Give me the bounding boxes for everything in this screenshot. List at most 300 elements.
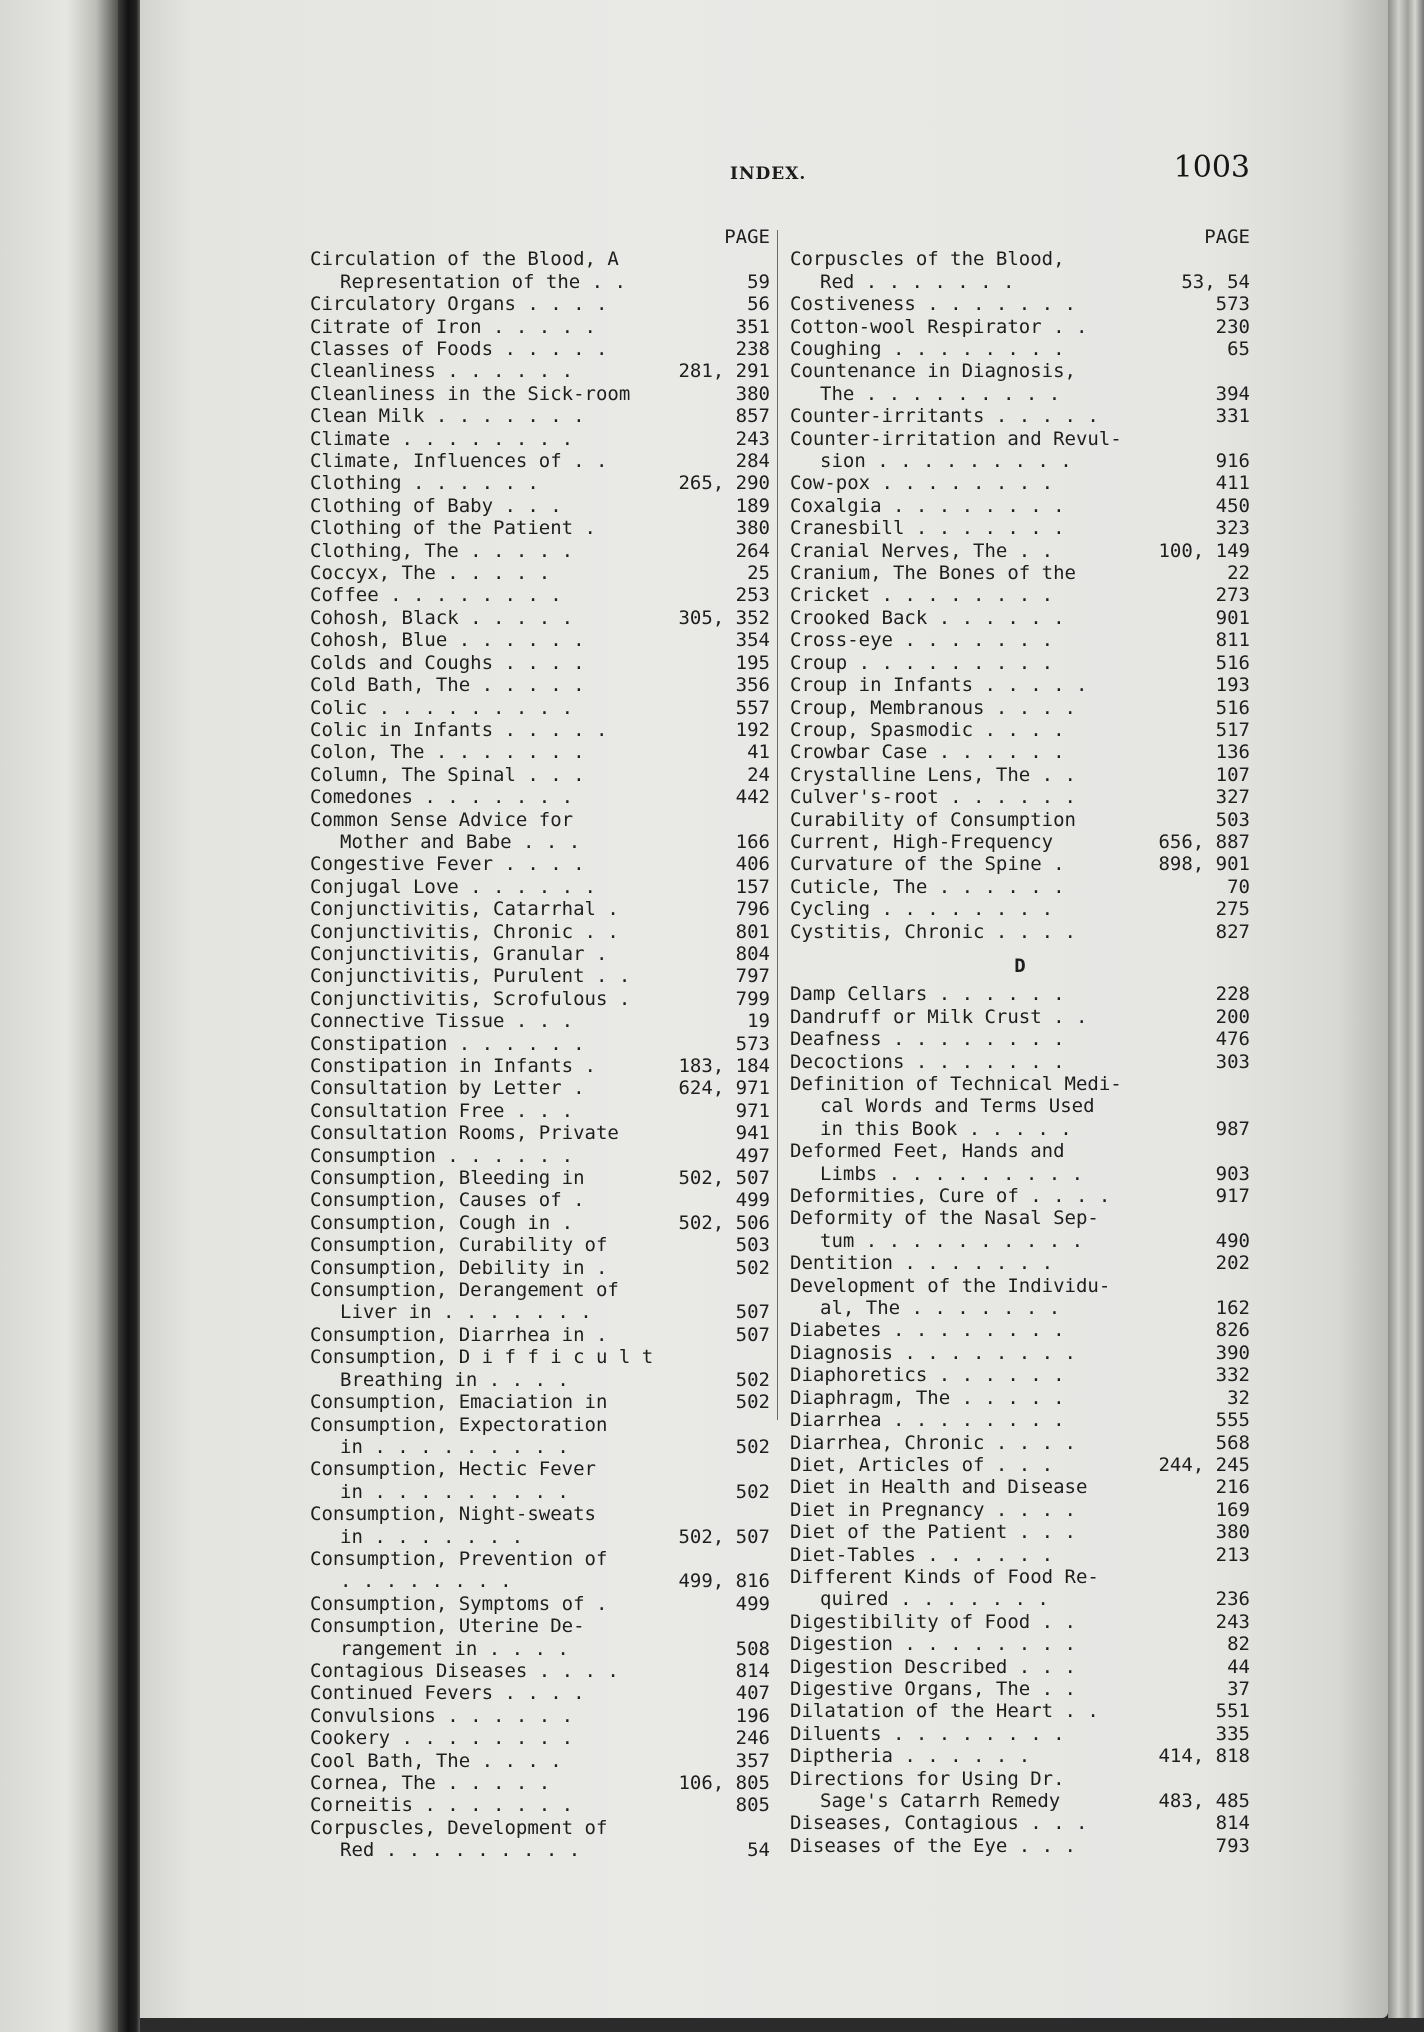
index-term: Consumption, Causes of . <box>310 1189 585 1212</box>
index-entry <box>790 764 1250 786</box>
index-term: Cornea, The . . . . . <box>310 1772 551 1795</box>
index-term: Climate . . . . . . . . <box>310 427 574 450</box>
index-entry <box>310 472 770 494</box>
index-page-ref: 281, 291 <box>678 360 770 383</box>
index-term: Cleanliness in the Sick-room <box>310 382 631 405</box>
index-term: Different Kinds of Food Re- <box>790 1565 1099 1588</box>
index-term: Consumption, Cough in . <box>310 1211 574 1234</box>
index-term: Coccyx, The . . . . . <box>310 562 551 585</box>
index-entry <box>790 248 1250 270</box>
index-entry <box>310 1794 770 1816</box>
index-page-ref: 476 <box>1215 1028 1250 1051</box>
index-page-ref: 357 <box>735 1749 770 1772</box>
index-entry <box>790 1095 1250 1117</box>
index-page-ref: 41 <box>747 741 770 764</box>
index-page-ref: 202 <box>1215 1252 1250 1275</box>
index-entry <box>310 1458 770 1480</box>
index-term: Consumption, Expectoration <box>310 1413 608 1436</box>
index-entry <box>310 1481 770 1503</box>
index-page-ref: 59 <box>747 270 770 293</box>
index-entry <box>790 1185 1250 1207</box>
index-entry <box>790 1633 1250 1655</box>
index-term: Coxalgia . . . . . . . . <box>790 494 1065 517</box>
index-entry <box>790 831 1250 853</box>
index-term: Decoctions . . . . . . . <box>790 1050 1065 1073</box>
index-page-ref: 136 <box>1215 741 1250 764</box>
index-term: Diarrhea, Chronic . . . . <box>790 1431 1076 1454</box>
index-page-ref: 557 <box>735 696 770 719</box>
index-term: Convulsions . . . . . . <box>310 1704 574 1727</box>
index-page-ref: 483, 485 <box>1158 1790 1250 1813</box>
page-column-label: PAGE <box>724 226 770 248</box>
index-page-ref: 380 <box>1215 1521 1250 1544</box>
index-term: Clothing of Baby . . . <box>310 494 562 517</box>
index-page-ref: 166 <box>735 830 770 853</box>
index-entry <box>790 1588 1250 1610</box>
index-term: Diet in Pregnancy . . . . <box>790 1498 1076 1521</box>
index-column-right <box>790 226 1250 1857</box>
index-page-ref: 516 <box>1215 651 1250 674</box>
index-term: al, The . . . . . . . <box>820 1297 1061 1320</box>
index-page-ref: 351 <box>735 315 770 338</box>
index-term: Diptheria . . . . . . <box>790 1745 1031 1768</box>
index-term: Cold Bath, The . . . . . <box>310 674 585 697</box>
index-entry <box>310 1817 770 1839</box>
index-entry <box>790 1835 1250 1857</box>
index-term: Digestibility of Food . . <box>790 1610 1076 1633</box>
index-page-ref: 624, 971 <box>678 1077 770 1100</box>
index-page-ref: 189 <box>735 494 770 517</box>
index-column-left <box>310 226 770 1862</box>
index-page-ref: 568 <box>1215 1431 1250 1454</box>
index-page-ref: 814 <box>735 1659 770 1682</box>
index-page-ref: 54 <box>747 1839 770 1862</box>
index-page-ref: 517 <box>1215 718 1250 741</box>
index-term: Limbs . . . . . . . . . <box>820 1162 1084 1185</box>
index-page-ref: 573 <box>1215 293 1250 316</box>
index-term: Crowbar Case . . . . . . <box>790 741 1065 764</box>
index-entry <box>790 1611 1250 1633</box>
index-entry <box>310 1324 770 1346</box>
index-term: tum . . . . . . . . . . <box>820 1229 1084 1252</box>
index-term: Cranial Nerves, The . . <box>790 539 1054 562</box>
page-stack-edge <box>1388 0 1424 2032</box>
index-term: . . . . . . . . <box>340 1570 512 1593</box>
index-term: Colds and Coughs . . . . <box>310 651 585 674</box>
index-term: Croup, Membranous . . . . <box>790 696 1076 719</box>
index-entry <box>310 719 770 741</box>
index-entry <box>310 428 770 450</box>
column-divider <box>777 230 778 1420</box>
index-entry <box>310 1548 770 1570</box>
index-term: Digestive Organs, The . . <box>790 1677 1076 1700</box>
index-entry-list <box>790 983 1250 1857</box>
page-number: 1003 <box>1173 150 1250 185</box>
index-term: Curvature of the Spine . <box>790 853 1065 876</box>
index-term: Cookery . . . . . . . . <box>310 1727 574 1750</box>
section-letter: D <box>1014 954 1026 977</box>
index-entry <box>310 988 770 1010</box>
index-entry <box>310 1436 770 1458</box>
index-page-ref: 502 <box>735 1368 770 1391</box>
index-page-ref: 100, 149 <box>1158 539 1250 562</box>
index-entry <box>790 1812 1250 1834</box>
index-entry <box>790 1140 1250 1162</box>
index-entry <box>790 983 1250 1005</box>
index-page-ref: 56 <box>747 293 770 316</box>
index-term: Diet-Tables . . . . . . <box>790 1543 1054 1566</box>
index-entry <box>310 293 770 315</box>
index-term: Cool Bath, The . . . . <box>310 1749 562 1772</box>
index-entry <box>790 1768 1250 1790</box>
index-entry <box>790 1073 1250 1095</box>
index-page-ref: 32 <box>1227 1386 1250 1409</box>
index-entry <box>790 517 1250 539</box>
index-entry <box>790 1432 1250 1454</box>
index-term: Costiveness . . . . . . . <box>790 293 1076 316</box>
index-term: Diet, Articles of . . . <box>790 1453 1054 1476</box>
index-page-ref: 490 <box>1215 1229 1250 1252</box>
index-entry <box>310 1369 770 1391</box>
index-term: Deformity of the Nasal Sep- <box>790 1207 1099 1230</box>
index-page-ref: 380 <box>735 382 770 405</box>
index-page-ref: 555 <box>1215 1409 1250 1432</box>
index-page-ref: 414, 818 <box>1158 1745 1250 1768</box>
index-entry <box>790 271 1250 293</box>
index-term: Liver in . . . . . . . <box>340 1301 592 1324</box>
index-page-ref: 987 <box>1215 1117 1250 1140</box>
index-term: Constipation in Infants . <box>310 1055 596 1078</box>
index-entry <box>310 316 770 338</box>
index-entry <box>790 584 1250 606</box>
index-term: Red . . . . . . . <box>820 270 1015 293</box>
index-entry <box>310 831 770 853</box>
index-entry <box>790 741 1250 763</box>
index-term: Cotton-wool Respirator . . <box>790 315 1088 338</box>
index-entry <box>790 809 1250 831</box>
index-page-ref: 246 <box>735 1727 770 1750</box>
index-term: Conjunctivitis, Scrofulous . <box>310 987 631 1010</box>
index-entry <box>310 1257 770 1279</box>
index-term: Consumption, D i f f i c u l t <box>310 1346 654 1369</box>
index-term: Diabetes . . . . . . . . <box>790 1319 1065 1342</box>
index-entry <box>790 1118 1250 1140</box>
index-page-ref: 901 <box>1215 606 1250 629</box>
index-page-ref: 264 <box>735 539 770 562</box>
index-term: Connective Tissue . . . <box>310 1010 574 1033</box>
index-page-ref: 394 <box>1215 382 1250 405</box>
index-term: Countenance in Diagnosis, <box>790 360 1076 383</box>
index-term: Cohosh, Blue . . . . . . <box>310 629 585 652</box>
index-term: Cycling . . . . . . . . <box>790 898 1054 921</box>
index-page-ref: 811 <box>1215 629 1250 652</box>
index-page-ref: 442 <box>735 786 770 809</box>
index-entry <box>310 584 770 606</box>
index-term: Colic . . . . . . . . . <box>310 696 574 719</box>
index-entry <box>310 1503 770 1525</box>
index-page-ref: 805 <box>735 1794 770 1817</box>
index-term: Citrate of Iron . . . . . <box>310 315 596 338</box>
index-page-ref: 407 <box>735 1682 770 1705</box>
index-term: Consumption . . . . . . <box>310 1144 574 1167</box>
index-page-ref: 195 <box>735 651 770 674</box>
index-term: Colic in Infants . . . . . <box>310 718 608 741</box>
index-term: Cohosh, Black . . . . . <box>310 606 574 629</box>
index-page-ref: 551 <box>1215 1700 1250 1723</box>
index-term: Cuticle, The . . . . . . <box>790 875 1065 898</box>
index-entry <box>790 1656 1250 1678</box>
index-term: Breathing in . . . . <box>340 1368 569 1391</box>
index-entry <box>310 1055 770 1077</box>
index-page-ref: 502, 507 <box>678 1525 770 1548</box>
index-page-ref: 941 <box>735 1122 770 1145</box>
index-page-ref: 265, 290 <box>678 472 770 495</box>
index-term: Diaphoretics . . . . . . <box>790 1364 1065 1387</box>
index-term: Definition of Technical Medi- <box>790 1073 1122 1096</box>
index-entry <box>790 428 1250 450</box>
index-term: Croup, Spasmodic . . . . <box>790 718 1065 741</box>
index-term: Cranesbill . . . . . . . <box>790 517 1065 540</box>
index-term: Conjunctivitis, Catarrhal . <box>310 898 619 921</box>
index-entry <box>310 1212 770 1234</box>
index-page-ref: 228 <box>1215 983 1250 1006</box>
index-page-ref: 898, 901 <box>1158 853 1250 876</box>
index-term: Culver's-root . . . . . . <box>790 786 1076 809</box>
index-term: Consumption, Uterine De- <box>310 1615 585 1638</box>
index-heading: INDEX. <box>730 164 807 184</box>
index-term: Counter-irritants . . . . . <box>790 405 1099 428</box>
index-entry <box>310 1301 770 1323</box>
index-term: Diaphragm, The . . . . . <box>790 1386 1065 1409</box>
index-term: Crooked Back . . . . . . <box>790 606 1065 629</box>
index-term: Consultation by Letter . <box>310 1077 585 1100</box>
index-entry <box>310 1772 770 1794</box>
index-term: Column, The Spinal . . . <box>310 763 585 786</box>
index-page-ref: 243 <box>735 427 770 450</box>
index-page-ref: 507 <box>735 1323 770 1346</box>
index-term: Consumption, Curability of <box>310 1234 608 1257</box>
index-entry <box>790 876 1250 898</box>
index-term: Representation of the . . <box>340 270 626 293</box>
index-term: quired . . . . . . . <box>820 1588 1049 1611</box>
index-term: Congestive Fever . . . . <box>310 853 585 876</box>
index-page-ref: 327 <box>1215 786 1250 809</box>
index-page-ref: 323 <box>1215 517 1250 540</box>
index-page-ref: 24 <box>747 763 770 786</box>
index-term: The . . . . . . . . . <box>820 382 1061 405</box>
index-term: Cystitis, Chronic . . . . <box>790 920 1076 943</box>
index-term: Counter-irritation and Revul- <box>790 427 1122 450</box>
index-entry <box>790 1163 1250 1185</box>
index-page-ref: 183, 184 <box>678 1055 770 1078</box>
index-page-ref: 332 <box>1215 1364 1250 1387</box>
index-page-ref: 200 <box>1215 1005 1250 1028</box>
index-term: in . . . . . . . <box>340 1525 524 1548</box>
index-page-ref: 162 <box>1215 1297 1250 1320</box>
index-term: Cricket . . . . . . . . <box>790 584 1054 607</box>
index-page-ref: 508 <box>735 1637 770 1660</box>
index-entry <box>790 1745 1250 1767</box>
index-entry <box>310 1010 770 1032</box>
index-entry <box>310 338 770 360</box>
index-page-ref: 356 <box>735 674 770 697</box>
index-entry <box>310 607 770 629</box>
index-term: Diseases of the Eye . . . <box>790 1834 1076 1857</box>
index-term: Cross-eye . . . . . . . <box>790 629 1054 652</box>
index-page-ref: 331 <box>1215 405 1250 428</box>
index-entry <box>310 1077 770 1099</box>
index-term: in . . . . . . . . . <box>340 1435 569 1458</box>
index-page-ref: 499, 816 <box>678 1570 770 1593</box>
index-page-ref: 157 <box>735 875 770 898</box>
index-entry <box>790 1051 1250 1073</box>
index-entry <box>310 1234 770 1256</box>
index-entry <box>310 1526 770 1548</box>
index-entry <box>310 271 770 293</box>
index-entry <box>310 1167 770 1189</box>
index-term: Constipation . . . . . . <box>310 1032 585 1055</box>
index-entry <box>790 405 1250 427</box>
index-page-ref: 573 <box>735 1032 770 1055</box>
index-entry <box>310 517 770 539</box>
index-page-ref: 44 <box>1227 1655 1250 1678</box>
index-term: Corneitis . . . . . . . <box>310 1794 574 1817</box>
index-entry-list <box>790 248 1250 943</box>
index-entry <box>310 1638 770 1660</box>
index-entry <box>310 1391 770 1413</box>
index-entry <box>790 1566 1250 1588</box>
index-term: Consumption, Symptoms of . <box>310 1592 608 1615</box>
index-page-ref: 502 <box>735 1435 770 1458</box>
index-term: Climate, Influences of . . <box>310 450 608 473</box>
index-entry <box>310 360 770 382</box>
index-entry <box>790 338 1250 360</box>
index-page-ref: 196 <box>735 1704 770 1727</box>
index-page-ref: 273 <box>1215 584 1250 607</box>
index-term: Continued Fevers . . . . <box>310 1682 585 1705</box>
index-term: Coughing . . . . . . . . <box>790 338 1065 361</box>
index-entry <box>790 1723 1250 1745</box>
index-term: Consumption, Debility in . <box>310 1256 608 1279</box>
index-entry <box>310 853 770 875</box>
index-entry <box>790 316 1250 338</box>
index-page-ref: 216 <box>1215 1476 1250 1499</box>
index-entry <box>310 764 770 786</box>
index-entry <box>310 1145 770 1167</box>
index-term: in this Book . . . . . <box>820 1117 1072 1140</box>
index-entry <box>310 248 770 270</box>
index-page-ref: 305, 352 <box>678 606 770 629</box>
index-term: Deformed Feet, Hands and <box>790 1140 1065 1163</box>
index-page-ref: 903 <box>1215 1162 1250 1185</box>
index-term: Damp Cellars . . . . . . <box>790 983 1065 1006</box>
index-entry <box>310 652 770 674</box>
index-term: Cleanliness . . . . . . <box>310 360 574 383</box>
index-entry <box>790 540 1250 562</box>
index-page-ref: 335 <box>1215 1722 1250 1745</box>
index-term: Corpuscles of the Blood, <box>790 248 1065 271</box>
index-entry <box>310 1660 770 1682</box>
index-entry <box>790 786 1250 808</box>
index-term: Croup . . . . . . . . . <box>790 651 1054 674</box>
index-page-ref: 37 <box>1227 1677 1250 1700</box>
index-page-ref: 230 <box>1215 315 1250 338</box>
index-term: Consumption, Emaciation in <box>310 1391 608 1414</box>
index-entry <box>790 1409 1250 1431</box>
index-term: Consumption, Prevention of <box>310 1547 608 1570</box>
index-entry <box>790 921 1250 943</box>
index-entry <box>310 898 770 920</box>
index-page-ref: 497 <box>735 1144 770 1167</box>
index-page-ref: 406 <box>735 853 770 876</box>
index-term: Dentition . . . . . . . <box>790 1252 1054 1275</box>
index-entry <box>790 1387 1250 1409</box>
index-term: Consumption, Hectic Fever <box>310 1458 596 1481</box>
index-entry <box>310 1615 770 1637</box>
index-entry <box>310 697 770 719</box>
index-entry <box>310 1839 770 1861</box>
index-term: rangement in . . . . <box>340 1637 569 1660</box>
index-page-ref: 507 <box>735 1301 770 1324</box>
index-page-ref: 971 <box>735 1099 770 1122</box>
index-entry <box>790 853 1250 875</box>
index-page-ref: 192 <box>735 718 770 741</box>
index-entry <box>790 1476 1250 1498</box>
index-page-ref: 502, 507 <box>678 1167 770 1190</box>
index-entry <box>790 1678 1250 1700</box>
index-entry <box>310 1279 770 1301</box>
index-term: Corpuscles, Development of <box>310 1816 608 1839</box>
index-entry <box>310 562 770 584</box>
index-entry <box>310 809 770 831</box>
index-page-ref: 253 <box>735 584 770 607</box>
index-term: Conjunctivitis, Chronic . . <box>310 920 619 943</box>
index-page-ref: 801 <box>735 920 770 943</box>
index-entry <box>790 1275 1250 1297</box>
index-term: Mother and Babe . . . <box>340 830 581 853</box>
index-page-ref: 82 <box>1227 1633 1250 1656</box>
index-term: Consultation Rooms, Private <box>310 1122 619 1145</box>
index-page-ref: 793 <box>1215 1834 1250 1857</box>
index-page-ref: 826 <box>1215 1319 1250 1342</box>
index-entry <box>790 697 1250 719</box>
index-page-ref: 516 <box>1215 696 1250 719</box>
index-entry <box>790 1499 1250 1521</box>
index-term: Consumption, Night-sweats <box>310 1503 596 1526</box>
index-entry <box>310 921 770 943</box>
index-entry <box>310 876 770 898</box>
index-entry <box>790 629 1250 651</box>
index-term: Diseases, Contagious . . . <box>790 1812 1088 1835</box>
index-term: Red . . . . . . . . . <box>340 1839 581 1862</box>
index-entry <box>310 1414 770 1436</box>
index-entry <box>790 1790 1250 1812</box>
index-term: in . . . . . . . . . <box>340 1480 569 1503</box>
index-entry <box>790 1252 1250 1274</box>
index-page-ref: 284 <box>735 450 770 473</box>
index-page-ref: 213 <box>1215 1543 1250 1566</box>
index-entry <box>310 741 770 763</box>
index-page-ref: 107 <box>1215 763 1250 786</box>
index-entry <box>310 383 770 405</box>
index-page-ref: 656, 887 <box>1158 830 1250 853</box>
index-term: Curability of Consumption <box>790 808 1076 831</box>
index-term: Dandruff or Milk Crust . . <box>790 1005 1088 1028</box>
index-term: Diluents . . . . . . . . <box>790 1722 1065 1745</box>
index-term: Consultation Free . . . <box>310 1099 574 1122</box>
index-entry <box>790 495 1250 517</box>
index-term: Conjugal Love . . . . . . <box>310 875 596 898</box>
